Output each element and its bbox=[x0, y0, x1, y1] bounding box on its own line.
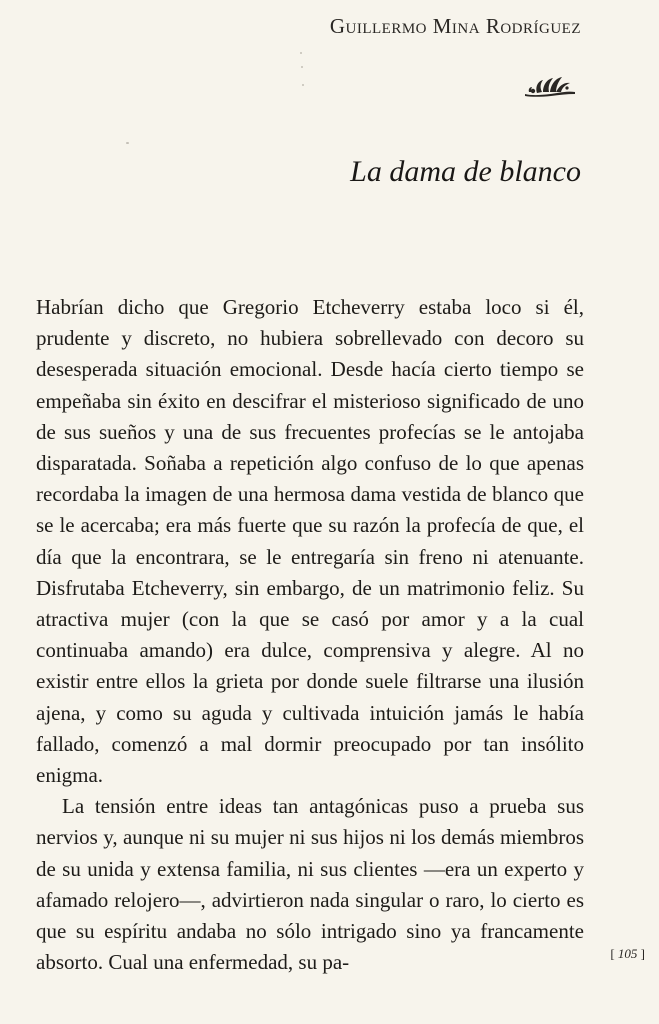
story-title: La dama de blanco bbox=[350, 155, 581, 188]
paragraph: Habrían dicho que Gregorio Etcheverry estaba loco si él, prudente y discreto, no hubiera sobrellevado con decoro su desesperada situación emocional. Desde hacía cierto tiempo se empeñaba sin éxito en descifrar el misterioso significado de uno de sus sueños y una de sus frecuentes profecías se le antojaba disparatada. Soñaba a repetición algo confuso de lo que apenas recordaba la imagen de una hermosa dama vestida de blanco que se le acercaba; era más fuerte que su razón la profecía de que, el día que la encontrara, se le entregaría sin freno ni atenuante. Disfrutaba Etcheverry, sin embargo, de un matrimonio feliz. Su atractiva mujer (con la que se casó por amor y a la cual continuaba amando) era dulce, comprensiva y alegre. Al no existir entre ellos la grieta por donde suele filtrarse una ilusión ajena, y como su aguda y cultivada intuición jamás le había fallado, comenzó a mal dormir preocupado por tan insólito enigma. bbox=[36, 295, 584, 788]
folio-number: 105 bbox=[617, 946, 638, 961]
paper-speck bbox=[126, 142, 129, 144]
story-body bbox=[36, 292, 584, 978]
page-number bbox=[610, 946, 645, 962]
folio-close-bracket: ] bbox=[640, 946, 645, 961]
paper-speck bbox=[301, 66, 303, 68]
paper-speck bbox=[300, 52, 302, 54]
paragraph: La tensión entre ideas tan antagónicas puso a prueba sus nervios y, aunque ni su mujer ni sus hijos ni los demás miembros de su unida y extensa familia, ni sus clientes —era un experto y afamado relojero—, advirtieron nada singular o raro, lo cierto es que su espíritu andaba no sólo intrigado sino ya francamente absorto. Cual una enfermedad, su pa- bbox=[36, 794, 584, 975]
fleuron-ornament-icon bbox=[523, 72, 577, 100]
folio-open-bracket: [ bbox=[610, 946, 615, 961]
paper-speck bbox=[302, 84, 304, 86]
running-head-author: Guillermo Mina Rodríguez bbox=[329, 14, 581, 38]
